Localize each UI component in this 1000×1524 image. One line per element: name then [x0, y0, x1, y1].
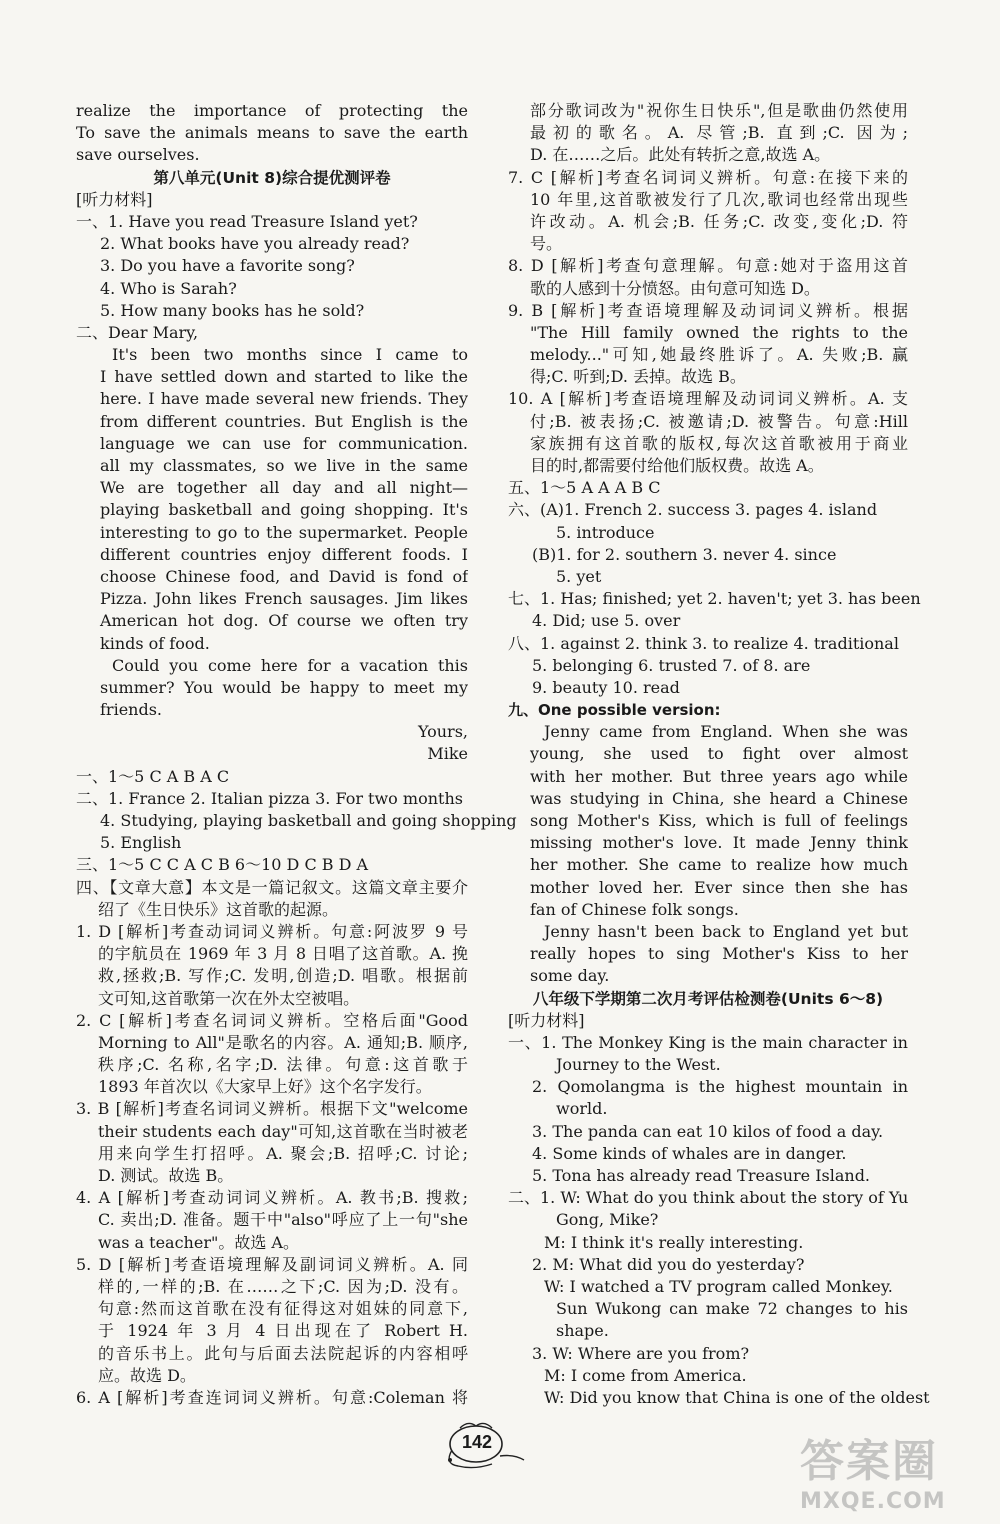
text-line: song Mother's Kiss, which is full of feelings [530, 811, 908, 830]
text-line: Yours, [417, 722, 468, 742]
text-line: 的音乐书上。此句与后面去法院起诉的内容相呼 [98, 1343, 468, 1363]
text-line: 二、1. France 2. Italian pizza 3. For two months [76, 788, 463, 808]
text-line: 于 1924 年 3 月 4 日出现在了 Robert H. [98, 1321, 468, 1341]
text-line: Mike [427, 744, 468, 764]
text-line: summer? You would be happy to meet my [100, 677, 468, 697]
text-line: 八年级下学期第二次月考评估检测卷(Units 6～8) [532, 989, 884, 1008]
text-line: 文可知,这首歌第一次在外太空被唱。 [98, 988, 360, 1008]
text-line: mother loved her. Ever since then she has [530, 877, 908, 897]
text-line: 9. B [解析]考查语境理解及动词词义辨析。根据 [508, 300, 908, 320]
text-line: [听力材料] [76, 189, 153, 209]
text-line: different countries enjoy different foods. I [100, 544, 468, 564]
text-line: 歌的人感到十分愤怒。由句意可知选 D。 [530, 278, 820, 298]
text-line: was studying in China, she heard a Chinese [530, 788, 908, 808]
text-line: 4. Who is Sarah? [100, 278, 237, 298]
text-line: kinds of food. [100, 633, 210, 653]
text-line: 三、1～5 C C A C B 6～10 D C B D A [76, 855, 369, 875]
text-line: really hopes to sing Mother's Kiss to her [530, 944, 908, 964]
text-line: 3. The panda can eat 10 kilos of food a day. [532, 1121, 884, 1141]
text-line: D. 在……之后。此处有转折之意,故选 A。 [530, 145, 831, 165]
text-line: 10. A [解析]考查语境理解及动词词义辨析。A. 支 [508, 389, 908, 409]
text-line: I have settled down and started to like the [100, 367, 468, 387]
text-line: 2. M: What did you do yesterday? [532, 1254, 805, 1274]
text-line: 5. How many books has he sold? [100, 300, 365, 320]
text-line: 5. English [100, 833, 182, 853]
text-line: "The Hill family owned the rights to the [530, 322, 908, 342]
text-line: 家族拥有这首歌的版权,每次这首歌被用于商业 [530, 433, 908, 453]
text-line: friends. [100, 700, 162, 720]
text-line: 用来向学生打招呼。A. 聚会;B. 招呼;C. 讨论; [98, 1143, 468, 1163]
text-line: 一、1. Have you read Treasure Island yet? [76, 211, 418, 231]
text-line: melody..."可知,她最终胜诉了。A. 失败;B. 赢 [530, 345, 908, 365]
text-line: 5. introduce [556, 522, 655, 542]
text-line: 六、(A)1. French 2. success 3. pages 4. island [508, 500, 878, 520]
page-number: 142 [462, 1432, 493, 1452]
text-line: 秩序;C. 名称,名字;D. 法律。句意:这首歌于 [98, 1055, 468, 1075]
text-line: 目的时,都需要付给他们版权费。故选 A。 [530, 456, 824, 475]
text-line: shape. [556, 1321, 609, 1341]
text-line: Morning to All"是歌名的内容。A. 通知;B. 顺序, [98, 1032, 468, 1052]
text-line: 第八单元(Unit 8)综合提优测评卷 [153, 168, 391, 187]
text-line: 9. beauty 10. read [532, 677, 680, 697]
text-line: 2. What books have you already read? [100, 234, 410, 254]
text-line: Sun Wukong can make 72 changes to his [556, 1299, 908, 1319]
text-line: We are together all day and all night— [100, 478, 468, 498]
text-line: Could you come here for a vacation this [112, 655, 468, 675]
text-line: 应。故选 D。 [98, 1365, 196, 1385]
text-line: their students each day"可知,这首歌在当时被老 [98, 1121, 468, 1141]
text-line: To save the animals means to save the earth [76, 123, 468, 143]
text-line: choose Chinese food, and David is fond of [100, 566, 468, 586]
text-line: Pizza. John likes French sausages. Jim likes [100, 589, 468, 609]
watermark-url: MXQE.COM [800, 1489, 946, 1514]
text-line: 5. D [解析]考查语境理解及副词词义辨析。A. 同 [76, 1254, 468, 1274]
text-line: world. [556, 1099, 608, 1119]
text-line: 5. Tona has already read Treasure Island. [532, 1166, 871, 1185]
text-line: D. 测试。故选 B。 [98, 1166, 234, 1185]
text-line: Jenny came from England. When she was [544, 722, 908, 742]
text-line: Jenny hasn't been back to England yet but [544, 921, 908, 941]
text-line: fan of Chinese folk songs. [530, 899, 739, 919]
text-line: 二、1. W: What do you think about the story of Yu [508, 1188, 909, 1208]
text-line: Journey to the West. [556, 1055, 721, 1075]
text-line: interesting to go to the supermarket. People [100, 522, 468, 542]
text-line: 部分歌词改为"祝你生日快乐",但是歌曲仍然使用 [530, 101, 908, 120]
text-line: American hot dog. Of course we often try [100, 611, 468, 631]
text-line: It's been two months since I came to [112, 345, 468, 365]
text-line: 4. Studying, playing basketball and going shopping [100, 811, 517, 830]
text-line: language we can use for communication. [100, 433, 468, 453]
right-column [508, 100, 930, 1409]
text-line: 五、1～5 A A A B C [508, 478, 661, 498]
text-line: (B)1. for 2. southern 3. never 4. since [532, 544, 837, 564]
text-line: young, she used to fight over almost [530, 744, 908, 764]
text-line: realize the importance of protecting the [76, 101, 468, 120]
text-line: missing mother's love. It made Jenny think [530, 833, 908, 853]
text-line: her mother. She came to realize how much [530, 855, 908, 875]
text-line: 5. belonging 6. trusted 7. of 8. are [532, 655, 811, 675]
watermark-text: 答案圈 [800, 1436, 938, 1487]
text-line: 10 年里,这首歌被发行了几次,歌词也经常出现些 [530, 189, 908, 209]
text-line: 8. D [解析]考查句意理解。句意:她对于盗用这首 [508, 256, 908, 276]
text-line: 绍了《生日快乐》这首歌的起源。 [98, 899, 339, 919]
text-line: Gong, Mike? [556, 1210, 659, 1230]
text-line: M: I think it's really interesting. [544, 1232, 804, 1252]
text-line: 付;B. 被表扬;C. 被邀请;D. 被警告。句意:Hill [530, 411, 908, 431]
text-line: 一、1～5 C A B A C [76, 766, 230, 786]
text-line: with her mother. But three years ago while [530, 766, 908, 786]
text-line: 一、1. The Monkey King is the main character in [508, 1032, 908, 1052]
text-line: 6. A [解析]考查连词词义辨析。句意:Coleman 将 [76, 1387, 468, 1407]
text-line: was a teacher"。故选 A。 [98, 1232, 299, 1252]
text-line: C. 卖出;D. 准备。题干中"also"呼应了上一句"she [98, 1210, 468, 1230]
text-line: all my classmates, so we live in the same [100, 456, 468, 475]
text-line: 3. B [解析]考查名词词义辨析。根据下文"welcome [76, 1099, 468, 1119]
text-line: from different countries. But English is the [100, 411, 468, 431]
text-line: some day. [530, 966, 610, 986]
text-line: 4. Did; use 5. over [532, 611, 681, 631]
text-line: 救,拯救;B. 写作;C. 发明,创造;D. 唱歌。根据前 [98, 966, 468, 986]
text-line: W: Did you know that China is one of the oldest [544, 1387, 930, 1407]
text-line: 七、1. Has; finished; yet 2. haven't; yet 3. has been [508, 589, 921, 609]
watermark-logo [800, 1425, 980, 1515]
text-line: playing basketball and going shopping. It's [100, 500, 468, 520]
text-line: 二、Dear Mary, [76, 322, 199, 342]
text-line: 3. Do you have a favorite song? [100, 256, 355, 276]
text-line: 5. yet [556, 566, 602, 586]
text-line: 八、1. against 2. think 3. to realize 4. traditional [508, 633, 899, 653]
text-line: 2. C [解析]考查名词词义辨析。空格后面"Good [76, 1010, 468, 1030]
text-line: 许改动。A. 机会;B. 任务;C. 改变,变化;D. 符 [530, 211, 908, 231]
text-line: M: I come from America. [544, 1365, 747, 1385]
text-line: 4. Some kinds of whales are in danger. [532, 1143, 847, 1163]
text-line: 得;C. 听到;D. 丢掉。故选 B。 [530, 367, 746, 387]
text-line: 7. C [解析]考查名词词义辨析。句意:在接下来的 [508, 167, 908, 187]
text-line: 2. Qomolangma is the highest mountain in [532, 1077, 908, 1097]
text-line: here. I have made several new friends. They [100, 389, 468, 409]
text-line: 四、【文章大意】本文是一篇记叙文。这篇文章主要介 [76, 877, 468, 897]
text-line: 样的,一样的;B. 在……之下;C. 因为;D. 没有。 [98, 1276, 468, 1296]
text-line: save ourselves. [76, 145, 200, 165]
text-line: 句意:然而这首歌在没有征得这对姐妹的同意下, [98, 1299, 468, 1319]
left-column [76, 100, 517, 1409]
text-line: 4. A [解析]考查动词词义辨析。A. 教书;B. 搜救; [76, 1188, 468, 1208]
text-line: 1. D [解析]考查动词词义辨析。句意:阿波罗 9 号 [76, 921, 468, 941]
text-line: W: I watched a TV program called Monkey. [544, 1276, 893, 1296]
text-line: [听力材料] [508, 1010, 585, 1030]
text-line: 最初的歌名。A. 尽管;B. 直到;C. 因为; [530, 123, 908, 143]
text-line: 号。 [530, 234, 563, 254]
text-line: 九、One possible version: [508, 701, 721, 720]
text-line: 的宇航员在 1969 年 3 月 8 日唱了这首歌。A. 挽 [98, 944, 468, 964]
text-line: 1893 年首次以《大家早上好》这个名字发行。 [98, 1077, 432, 1097]
text-line: 3. W: Where are you from? [532, 1343, 750, 1363]
page-footer [440, 1420, 530, 1472]
